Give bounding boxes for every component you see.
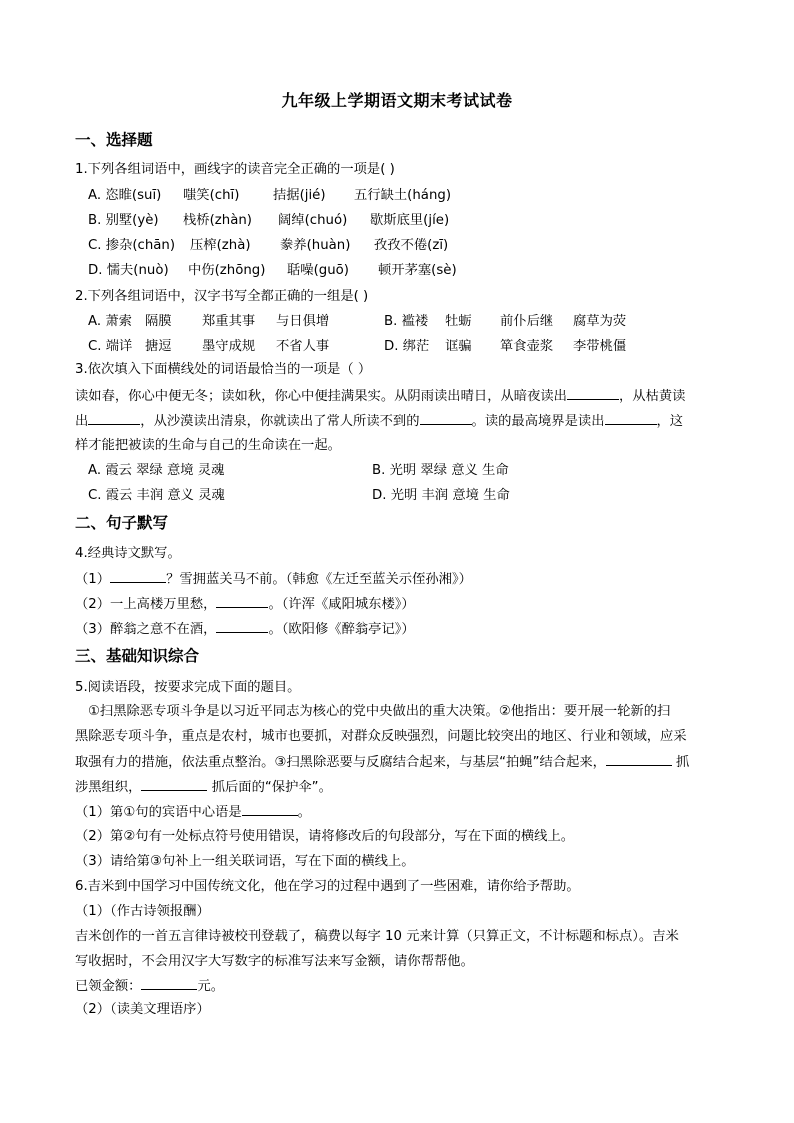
q2-b-3: 前仆后继 (500, 314, 554, 329)
q3-passage-line-1 (75, 387, 685, 406)
q6-amount-blank[interactable] (141, 977, 197, 990)
q4-text: （1） (75, 572, 111, 587)
q3-blank-4[interactable] (605, 412, 657, 425)
q5-text: 取强有力的措施，依法重点整治。③扫黑除恶要与反腐结合起来，与基层“拍蝇”结合起来， (75, 755, 606, 770)
q2-b-4: 腐草为荧 (573, 314, 627, 329)
q4-line-3 (75, 620, 415, 639)
q5-passage-line-3 (75, 753, 689, 772)
q5-stem: 5.阅读语段，按要求完成下面的题目。 (75, 680, 301, 695)
q1-option-a-1: A. 恣睢(suī) (88, 188, 162, 203)
q1-option-a-2: 嗤笑(chī) (183, 188, 240, 203)
q1-option-b-3: 阔绰(chuó) (278, 213, 348, 228)
q1-option-b-4: 歇斯底里(jíe) (370, 213, 450, 228)
q5-text: （1）第①句的宾语中心语是 (75, 805, 242, 820)
q1-option-c-4: 孜孜不倦(zī) (374, 238, 449, 253)
q3-blank-2[interactable] (88, 412, 140, 425)
q2-d-4: 李带桃僵 (573, 339, 627, 354)
q1-option-d-4: 顿开茅塞(sè) (378, 263, 457, 278)
q3-blank-1[interactable] (567, 387, 619, 400)
q5-sub-2: （2）第②句有一处标点符号使用错误，请将修改后的句段部分，写在下面的横线上。 (75, 829, 575, 844)
q2-a-4: 与日俱增 (276, 314, 330, 329)
q1-option-b-2: 栈桥(zhàn) (183, 213, 252, 228)
q2-c-3: 墨守成规 (202, 339, 256, 354)
q3-text: 。读的最高境界是读出 (471, 414, 605, 429)
q3-stem: 3.依次填入下面横线处的词语最恰当的一项是（ ） (75, 362, 372, 377)
q3-text: 读如春，你心中便无冬；读如秋，你心中便挂满果实。从阴雨读出晴日，从暗夜读出 (75, 389, 567, 404)
q1-option-c-2: 压榨(zhà) (190, 238, 251, 253)
q2-c-2: 搪逗 (145, 339, 172, 354)
q4-text: （2）一上高楼万里愁， (75, 597, 217, 612)
q4-text: 。（欧阳修《醉翁亭记》） (268, 622, 415, 637)
q6-sub-2: （2）（读美文理语序） (75, 1002, 210, 1017)
q6-text: 已领金额： (75, 979, 142, 994)
q5-text: 抓 (675, 755, 690, 770)
q6-passage-line-2: 写收据时，不会用汉字大写数字的标准写法来写金额，请你帮帮他。 (75, 954, 474, 969)
q5-text: 涉黑组织， (75, 780, 142, 795)
q1-option-b-1: B. 别墅(yè) (88, 213, 159, 228)
q3-option-b: B. 光明 翠绿 意义 生命 (372, 463, 509, 478)
q2-d-3: 箪食壶浆 (500, 339, 554, 354)
q4-stem: 4.经典诗文默写。 (75, 546, 181, 561)
q1-option-c-1: C. 掺杂(chān) (88, 238, 176, 253)
q5-sub-1 (75, 803, 311, 822)
q3-text: ，这 (656, 414, 684, 429)
q2-b-2: 牡蛎 (445, 314, 472, 329)
q1-option-d-3: 聒噪(guō) (287, 263, 349, 278)
q5-blank-2[interactable] (141, 778, 207, 791)
q1-option-a-4: 五行缺土(háng) (354, 188, 452, 203)
q6-passage-line-1: 吉米创作的一首五言律诗被校刊登载了，稿费以每字 10 元来计算（只算正文，不计标题和标点）。吉米 (75, 929, 679, 944)
q1-option-c-3: 豢养(huàn) (280, 238, 351, 253)
q2-a-1: A. 萧索 (88, 314, 132, 329)
q2-c-4: 不省人事 (276, 339, 330, 354)
q5-passage-line-1: ①扫黑除恶专项斗争是以习近平同志为核心的党中央做出的重大决策。②他指出：要开展一轮新的扫 (88, 704, 671, 719)
q3-text: ，从沙漠读出清泉，你就读出了常人所读不到的 (140, 414, 420, 429)
q4-blank-3[interactable] (216, 620, 268, 633)
q3-blank-3[interactable] (420, 412, 472, 425)
q4-text: （3）醉翁之意不在酒， (75, 622, 217, 637)
q3-passage-line-2 (75, 412, 683, 431)
q2-d-1: D. 绑茫 (384, 339, 430, 354)
q5-text: 抓后面的“保护伞”。 (207, 780, 332, 795)
section-heading-recitation: 二、句子默写 (75, 514, 169, 532)
q6-text: 元。 (197, 979, 225, 994)
q3-option-c: C. 霞云 丰润 意义 灵魂 (88, 488, 225, 503)
q2-stem: 2.下列各组词语中，汉字书写全都正确的一组是( ) (75, 289, 369, 304)
q4-text: ？雪拥蓝关马不前。（韩愈《左迁至蓝关示侄孙湘》） (166, 572, 472, 587)
q3-option-a: A. 霞云 翠绿 意境 灵魂 (88, 463, 225, 478)
section-heading-choice: 一、选择题 (75, 131, 153, 149)
q5-blank-1[interactable] (606, 753, 672, 766)
q3-text: 出 (75, 414, 89, 429)
q2-c-1: C. 端详 (88, 339, 133, 354)
q3-passage-line-3: 样才能把被读的生命与自己的生命读在一起。 (75, 438, 341, 453)
q2-a-2: 隔膜 (145, 314, 172, 329)
page-title: 九年级上学期语文期末考试试卷 (281, 91, 513, 110)
q5-passage-line-4 (75, 778, 332, 797)
q2-d-2: 诓骗 (445, 339, 472, 354)
q3-option-d: D. 光明 丰润 意境 生命 (372, 488, 510, 503)
q4-blank-2[interactable] (216, 595, 268, 608)
q4-text: 。（许浑《咸阳城东楼》） (268, 597, 415, 612)
q4-line-2 (75, 595, 415, 614)
q4-line-1 (75, 570, 472, 589)
q1-stem: 1.下列各组词语中，画线字的读音完全正确的一项是( ) (75, 162, 395, 177)
q1-option-a-3: 拮据(jié) (273, 188, 326, 203)
q4-blank-1[interactable] (110, 570, 166, 583)
q3-text: ，从枯黄读 (618, 389, 686, 404)
q2-a-3: 郑重其事 (202, 314, 256, 329)
q5-passage-line-2: 黑除恶专项斗争，重点是农村，城市也要抓，对群众反映强烈，问题比较突出的地区、行业和领域，应采 (75, 729, 687, 744)
q6-amount (75, 977, 224, 996)
section-heading-knowledge: 三、基础知识综合 (75, 647, 200, 665)
q6-sub-1: （1）（作古诗领报酬） (75, 904, 210, 919)
q5-sub-3: （3）请给第③句补上一组关联词语，写在下面的横线上。 (75, 854, 415, 869)
q6-stem: 6.吉米到中国学习中国传统文化，他在学习的过程中遇到了一些困难，请你给予帮助。 (75, 879, 580, 894)
q2-b-1: B. 褴褛 (384, 314, 429, 329)
q5-text: 。 (297, 805, 311, 820)
q1-option-d-2: 中伤(zhōng) (188, 263, 266, 278)
q1-option-d-1: D. 懦夫(nuò) (88, 263, 169, 278)
q5-blank-3[interactable] (242, 803, 298, 816)
